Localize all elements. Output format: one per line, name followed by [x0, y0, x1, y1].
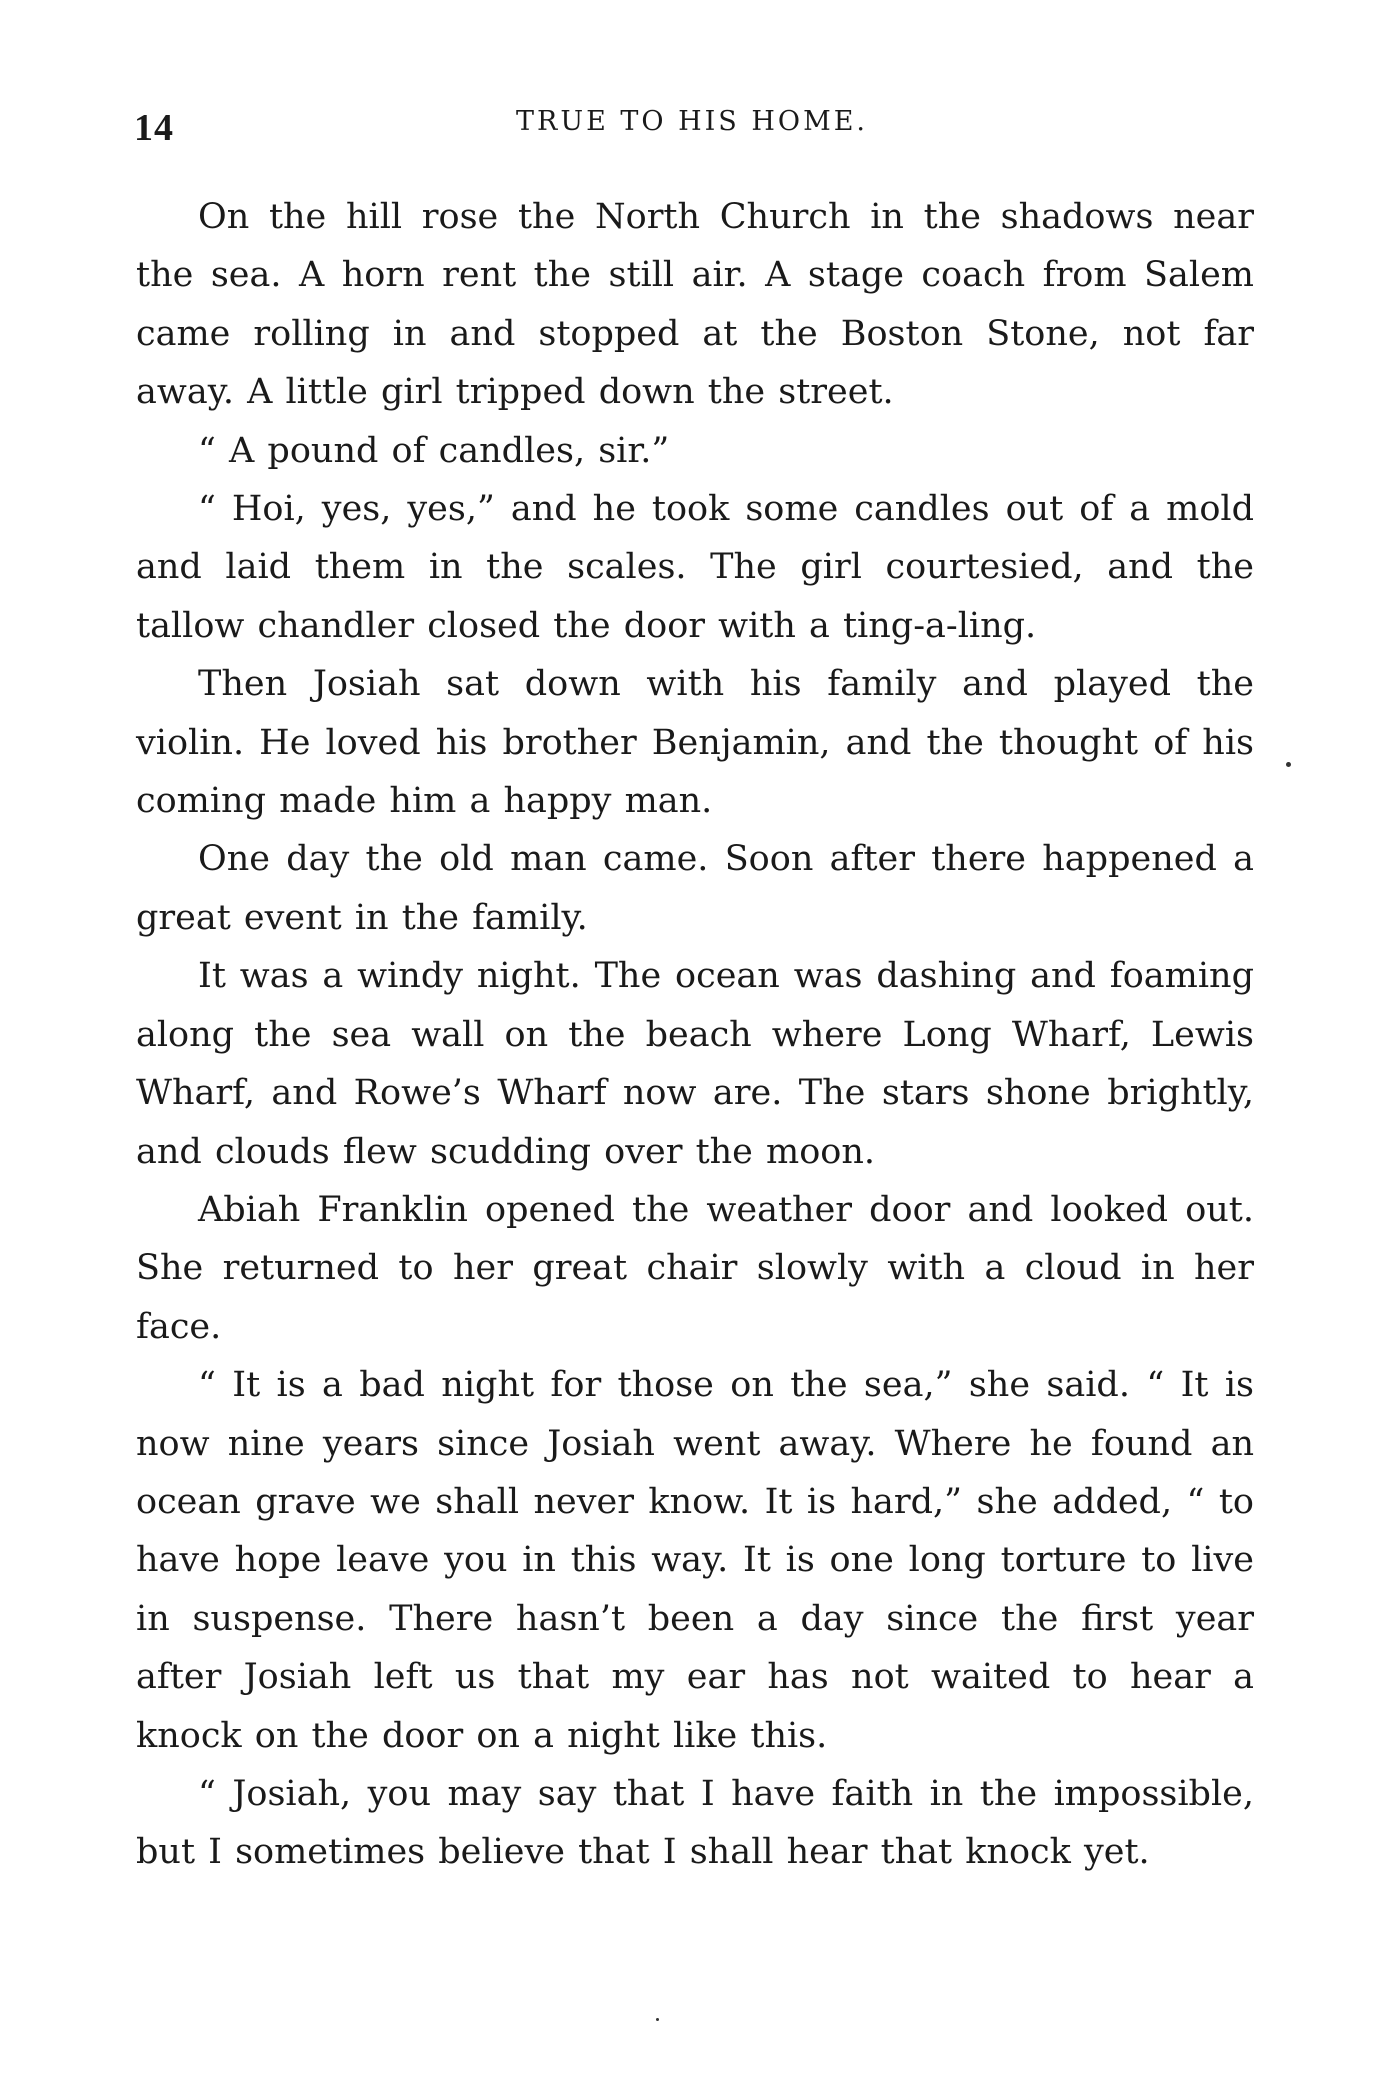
paragraph: “ It is a bad night for those on the sea,” she said. “ It is now nine years since Josiah went away. Where he found an ocean grave we shall never know. It is hard,” she added, “ to have hope leave you in this way. It is one long torture to live in suspense. There hasn’t been a day since the first year after Josiah left us that my ear has not waited to hear a knock on the door on a night like this. — [136, 1365, 1254, 1756]
paragraph: Then Josiah sat down with his family and played the violin. He loved his brother Benjamin, and the thought of his coming made him a happy man. — [136, 664, 1254, 822]
ink-speck — [1286, 762, 1291, 767]
ink-speck — [656, 2018, 659, 2021]
paragraph: “ A pound of candles, sir.” — [198, 430, 670, 471]
body-text — [136, 188, 1254, 1882]
running-head: TRUE TO HIS HOME. — [515, 106, 869, 137]
paragraph: On the hill rose the North Church in the shadows near the sea. A horn rent the still air. A stage coach from Salem came rolling in and stopped at the Boston Stone, not far away. A little girl tripped down the street. — [136, 197, 1254, 413]
paragraph: “ Hoi, yes, yes,” and he took some candles out of a mold and laid them in the scales. The girl courtesied, and the tallow chandler closed the door with a ting-a-ling. — [136, 489, 1254, 646]
page-number: 14 — [134, 107, 174, 149]
page-header — [134, 98, 1250, 158]
paragraph: One day the old man came. Soon after there happened a great event in the family. — [136, 839, 1254, 938]
paragraph: “ Josiah, you may say that I have faith in the impossible, but I sometimes believe that I shall hear that knock yet. — [136, 1773, 1254, 1873]
paragraph: Abiah Franklin opened the weather door and looked out. She returned to her great chair slowly with a cloud in her face. — [136, 1189, 1254, 1347]
paragraph: It was a windy night. The ocean was dashing and foaming along the sea wall on the beach where Long Wharf, Lewis Wharf, and Rowe’s Wharf now are. The stars shone brightly, and clouds flew scudding over the moon. — [136, 956, 1254, 1172]
